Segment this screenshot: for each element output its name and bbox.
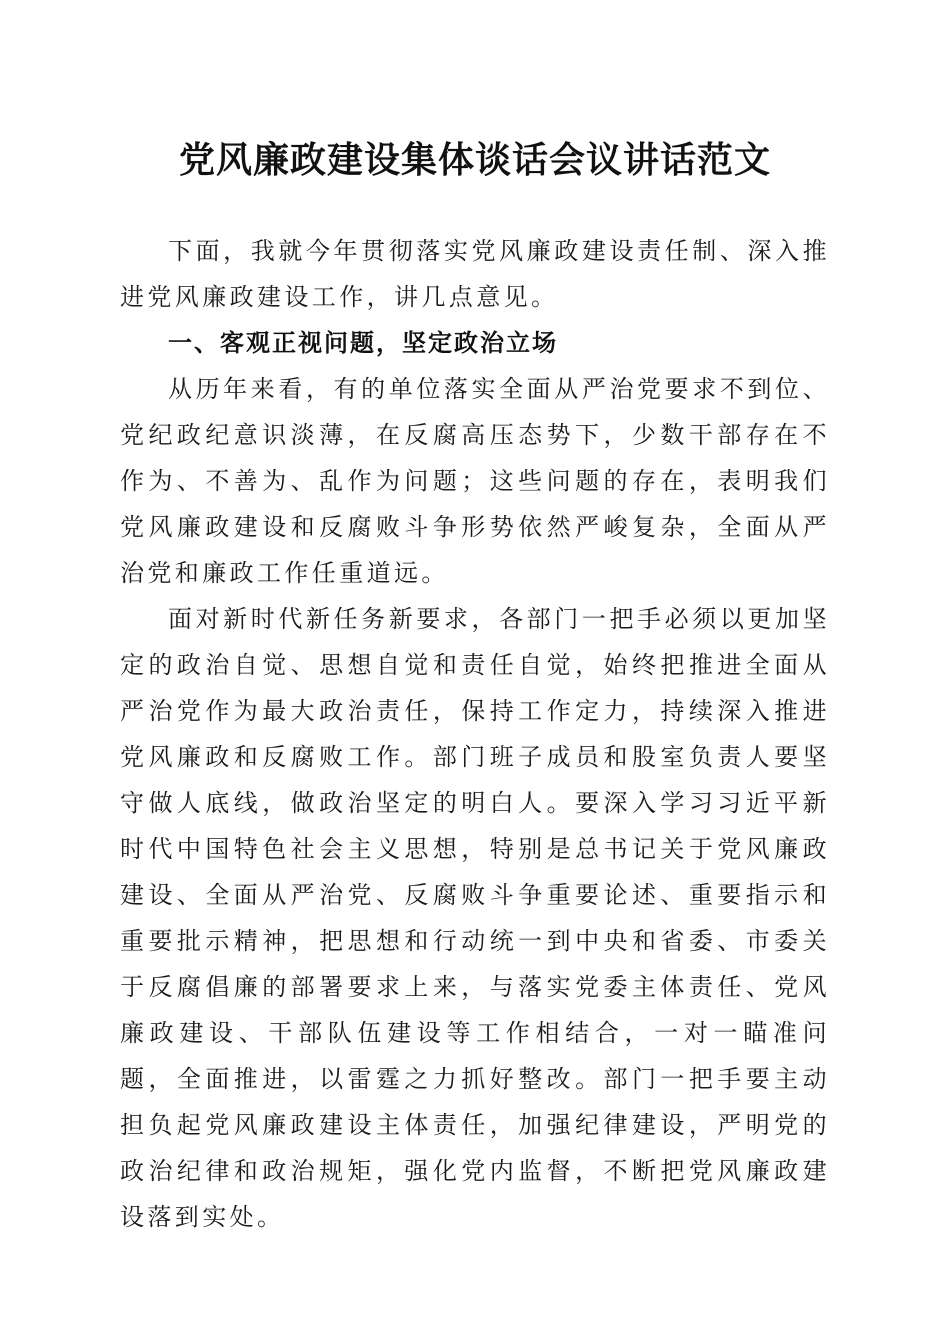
document-body (120, 228, 830, 1240)
document-title: 党风廉政建设集体谈话会议讲话范文 (178, 139, 771, 181)
intro-paragraph: 下面，我就今年贯彻落实党风廉政建设责任制、深入推进党风廉政建设工作，讲几点意见。 (120, 237, 830, 311)
body-paragraph-2: 面对新时代新任务新要求，各部门一把手必须以更加坚定的政治自觉、思想自觉和责任自觉，始终把推进全面从严治党作为最大政治责任，保持工作定力，持续深入推进党风廉政和反腐败工作。部门班子成员和股室负责人要坚守做人底线，做政治坚定的明白人。要深入学习习近平新时代中国特色社会主义思想，特别是总书记关于党风廉政建设、全面从严治党、反腐败斗争重要论述、重要指示和重要批示精神，把思想和行动统一到中央和省委、市委关于反腐倡廉的部署要求上来，与落实党委主体责任、党风廉政建设、干部队伍建设等工作相结合，一对一瞄准问题，全面推进，以雷霆之力抓好整改。部门一把手要主动担负起党风廉政建设主体责任，加强纪律建设，严明党的政治纪律和政治规矩，强化党内监督，不断把党风廉政建设落到实处。 (120, 605, 830, 1231)
body-paragraph-1: 从历年来看，有的单位落实全面从严治党要求不到位、党纪政纪意识淡薄，在反腐高压态势下，少数干部存在不作为、不善为、乱作为问题；这些问题的存在，表明我们党风廉政建设和反腐败斗争形势依然严峻复杂，全面从严治党和廉政工作任重道远。 (120, 375, 830, 587)
section-heading: 一、客观正视问题，坚定政治立场 (168, 329, 558, 357)
